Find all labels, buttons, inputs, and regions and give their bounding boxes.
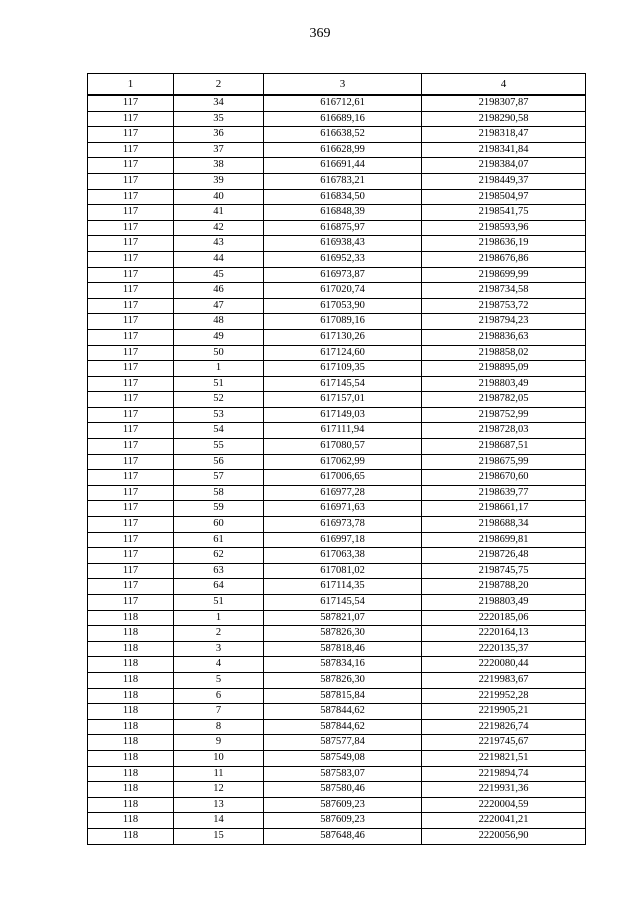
cell-section: 117 [88,283,174,299]
cell-y-coordinate: 2198675,99 [422,454,586,470]
cell-y-coordinate: 2220041,21 [422,813,586,829]
cell-point-number: 45 [174,267,264,283]
cell-point-number: 7 [174,704,264,720]
cell-point-number: 1 [174,610,264,626]
cell-y-coordinate: 2198803,49 [422,595,586,611]
cell-x-coordinate: 616848,39 [264,205,422,221]
table-row [88,376,586,392]
cell-x-coordinate: 617080,57 [264,439,422,455]
table-row [88,454,586,470]
cell-y-coordinate: 2198753,72 [422,298,586,314]
cell-y-coordinate: 2219905,21 [422,704,586,720]
cell-point-number: 8 [174,719,264,735]
table-row [88,610,586,626]
table-row [88,158,586,174]
table-row [88,111,586,127]
cell-point-number: 42 [174,220,264,236]
cell-x-coordinate: 617089,16 [264,314,422,330]
cell-x-coordinate: 617149,03 [264,407,422,423]
cell-y-coordinate: 2198639,77 [422,485,586,501]
cell-y-coordinate: 2198341,84 [422,142,586,158]
cell-x-coordinate: 617124,60 [264,345,422,361]
table-row [88,563,586,579]
table-row [88,173,586,189]
cell-point-number: 2 [174,626,264,642]
cell-point-number: 52 [174,392,264,408]
table-row [88,423,586,439]
cell-point-number: 58 [174,485,264,501]
table-row [88,142,586,158]
column-header-1: 1 [88,74,174,96]
cell-x-coordinate: 617020,74 [264,283,422,299]
coordinates-table-container [87,73,586,845]
cell-y-coordinate: 2198788,20 [422,579,586,595]
cell-y-coordinate: 2198699,81 [422,532,586,548]
cell-y-coordinate: 2198745,75 [422,563,586,579]
cell-x-coordinate: 617081,02 [264,563,422,579]
cell-y-coordinate: 2198541,75 [422,205,586,221]
cell-section: 117 [88,579,174,595]
table-row [88,532,586,548]
cell-section: 118 [88,672,174,688]
cell-section: 118 [88,766,174,782]
cell-y-coordinate: 2198687,51 [422,439,586,455]
cell-y-coordinate: 2219894,74 [422,766,586,782]
table-row [88,735,586,751]
cell-section: 117 [88,251,174,267]
cell-y-coordinate: 2198699,99 [422,267,586,283]
cell-x-coordinate: 616875,97 [264,220,422,236]
cell-y-coordinate: 2220185,06 [422,610,586,626]
cell-point-number: 34 [174,95,264,111]
table-row [88,719,586,735]
cell-x-coordinate: 617114,35 [264,579,422,595]
table-row [88,750,586,766]
table-row [88,782,586,798]
cell-point-number: 59 [174,501,264,517]
cell-x-coordinate: 616973,78 [264,517,422,533]
cell-x-coordinate: 616783,21 [264,173,422,189]
cell-point-number: 57 [174,470,264,486]
cell-section: 118 [88,735,174,751]
table-row [88,283,586,299]
cell-section: 117 [88,501,174,517]
cell-point-number: 39 [174,173,264,189]
cell-point-number: 9 [174,735,264,751]
cell-point-number: 3 [174,641,264,657]
table-row [88,517,586,533]
cell-section: 117 [88,205,174,221]
cell-section: 117 [88,595,174,611]
cell-y-coordinate: 2198318,47 [422,127,586,143]
cell-point-number: 37 [174,142,264,158]
cell-section: 118 [88,641,174,657]
cell-point-number: 5 [174,672,264,688]
cell-x-coordinate: 617063,38 [264,548,422,564]
cell-y-coordinate: 2219826,74 [422,719,586,735]
cell-x-coordinate: 587609,23 [264,813,422,829]
cell-point-number: 1 [174,361,264,377]
cell-section: 117 [88,439,174,455]
table-row [88,688,586,704]
cell-section: 117 [88,485,174,501]
cell-section: 117 [88,329,174,345]
cell-point-number: 35 [174,111,264,127]
cell-x-coordinate: 617109,35 [264,361,422,377]
cell-point-number: 64 [174,579,264,595]
cell-y-coordinate: 2219952,28 [422,688,586,704]
table-row [88,407,586,423]
table-row [88,220,586,236]
cell-x-coordinate: 617145,54 [264,595,422,611]
column-header-2: 2 [174,74,264,96]
cell-x-coordinate: 616834,50 [264,189,422,205]
table-row [88,548,586,564]
cell-x-coordinate: 617006,65 [264,470,422,486]
table-row [88,236,586,252]
cell-section: 118 [88,750,174,766]
cell-y-coordinate: 2198858,02 [422,345,586,361]
cell-point-number: 53 [174,407,264,423]
table-row [88,672,586,688]
cell-point-number: 43 [174,236,264,252]
cell-point-number: 44 [174,251,264,267]
cell-point-number: 13 [174,797,264,813]
cell-section: 118 [88,610,174,626]
cell-section: 117 [88,314,174,330]
table-header [88,74,586,96]
cell-point-number: 6 [174,688,264,704]
cell-x-coordinate: 587844,62 [264,719,422,735]
table-row [88,766,586,782]
cell-y-coordinate: 2198752,99 [422,407,586,423]
cell-y-coordinate: 2198676,86 [422,251,586,267]
table-row [88,828,586,844]
cell-x-coordinate: 616952,33 [264,251,422,267]
cell-section: 118 [88,782,174,798]
cell-section: 118 [88,657,174,673]
cell-point-number: 55 [174,439,264,455]
cell-point-number: 60 [174,517,264,533]
cell-section: 118 [88,688,174,704]
cell-point-number: 12 [174,782,264,798]
cell-x-coordinate: 616691,44 [264,158,422,174]
cell-section: 117 [88,95,174,111]
table-row [88,314,586,330]
cell-section: 117 [88,423,174,439]
table-row [88,813,586,829]
cell-y-coordinate: 2219931,36 [422,782,586,798]
cell-x-coordinate: 587648,46 [264,828,422,844]
coordinates-table [87,73,586,845]
table-row [88,298,586,314]
cell-x-coordinate: 617145,54 [264,376,422,392]
cell-y-coordinate: 2219821,51 [422,750,586,766]
cell-x-coordinate: 617062,99 [264,454,422,470]
cell-section: 117 [88,142,174,158]
cell-y-coordinate: 2198670,60 [422,470,586,486]
cell-section: 117 [88,454,174,470]
cell-section: 118 [88,719,174,735]
cell-y-coordinate: 2219983,67 [422,672,586,688]
column-header-4: 4 [422,74,586,96]
cell-section: 117 [88,127,174,143]
cell-section: 117 [88,470,174,486]
cell-point-number: 4 [174,657,264,673]
cell-x-coordinate: 617053,90 [264,298,422,314]
cell-x-coordinate: 587844,62 [264,704,422,720]
table-row [88,439,586,455]
cell-x-coordinate: 616938,43 [264,236,422,252]
cell-y-coordinate: 2220080,44 [422,657,586,673]
cell-section: 118 [88,626,174,642]
cell-point-number: 46 [174,283,264,299]
cell-y-coordinate: 2198794,23 [422,314,586,330]
table-row [88,345,586,361]
cell-x-coordinate: 616997,18 [264,532,422,548]
cell-section: 117 [88,532,174,548]
cell-point-number: 41 [174,205,264,221]
page-number: 369 [309,26,331,41]
cell-y-coordinate: 2198728,03 [422,423,586,439]
table-row [88,704,586,720]
cell-y-coordinate: 2220164,13 [422,626,586,642]
cell-x-coordinate: 616971,63 [264,501,422,517]
cell-x-coordinate: 616973,87 [264,267,422,283]
cell-x-coordinate: 587834,16 [264,657,422,673]
cell-point-number: 50 [174,345,264,361]
cell-section: 118 [88,704,174,720]
cell-x-coordinate: 616977,28 [264,485,422,501]
cell-point-number: 15 [174,828,264,844]
cell-y-coordinate: 2198782,05 [422,392,586,408]
cell-x-coordinate: 587549,08 [264,750,422,766]
cell-y-coordinate: 2198636,19 [422,236,586,252]
cell-y-coordinate: 2198803,49 [422,376,586,392]
cell-x-coordinate: 617130,26 [264,329,422,345]
cell-section: 117 [88,345,174,361]
cell-x-coordinate: 587609,23 [264,797,422,813]
cell-y-coordinate: 2198661,17 [422,501,586,517]
cell-section: 118 [88,813,174,829]
table-row [88,361,586,377]
cell-point-number: 38 [174,158,264,174]
cell-y-coordinate: 2198836,63 [422,329,586,345]
cell-point-number: 49 [174,329,264,345]
table-row [88,127,586,143]
cell-y-coordinate: 2220056,90 [422,828,586,844]
cell-point-number: 51 [174,376,264,392]
cell-x-coordinate: 587580,46 [264,782,422,798]
cell-y-coordinate: 2220004,59 [422,797,586,813]
table-row [88,657,586,673]
table-row [88,205,586,221]
table-row [88,95,586,111]
cell-x-coordinate: 617157,01 [264,392,422,408]
cell-section: 117 [88,158,174,174]
table-row [88,626,586,642]
cell-point-number: 36 [174,127,264,143]
cell-y-coordinate: 2198307,87 [422,95,586,111]
cell-section: 117 [88,111,174,127]
table-row [88,595,586,611]
cell-y-coordinate: 2220135,37 [422,641,586,657]
cell-x-coordinate: 616638,52 [264,127,422,143]
cell-x-coordinate: 616712,61 [264,95,422,111]
cell-x-coordinate: 587583,07 [264,766,422,782]
table-row [88,251,586,267]
cell-y-coordinate: 2198504,97 [422,189,586,205]
cell-y-coordinate: 2219745,67 [422,735,586,751]
cell-section: 117 [88,173,174,189]
cell-section: 117 [88,298,174,314]
table-body [88,95,586,844]
header-row [88,74,586,96]
cell-section: 117 [88,267,174,283]
cell-section: 117 [88,563,174,579]
cell-section: 117 [88,407,174,423]
cell-point-number: 47 [174,298,264,314]
cell-point-number: 51 [174,595,264,611]
table-row [88,485,586,501]
cell-x-coordinate: 616628,99 [264,142,422,158]
cell-point-number: 10 [174,750,264,766]
cell-point-number: 61 [174,532,264,548]
column-header-3: 3 [264,74,422,96]
cell-section: 117 [88,548,174,564]
cell-y-coordinate: 2198384,07 [422,158,586,174]
cell-point-number: 14 [174,813,264,829]
cell-x-coordinate: 587815,84 [264,688,422,704]
table-row [88,641,586,657]
cell-section: 117 [88,220,174,236]
cell-point-number: 11 [174,766,264,782]
cell-section: 117 [88,376,174,392]
cell-x-coordinate: 587826,30 [264,626,422,642]
table-row [88,797,586,813]
table-row [88,189,586,205]
cell-y-coordinate: 2198688,34 [422,517,586,533]
table-row [88,392,586,408]
cell-x-coordinate: 587821,07 [264,610,422,626]
table-row [88,470,586,486]
table-row [88,329,586,345]
cell-section: 117 [88,392,174,408]
cell-y-coordinate: 2198593,96 [422,220,586,236]
cell-x-coordinate: 616689,16 [264,111,422,127]
cell-x-coordinate: 587577,84 [264,735,422,751]
cell-y-coordinate: 2198449,37 [422,173,586,189]
cell-y-coordinate: 2198726,48 [422,548,586,564]
cell-x-coordinate: 587826,30 [264,672,422,688]
cell-point-number: 54 [174,423,264,439]
cell-y-coordinate: 2198290,58 [422,111,586,127]
cell-x-coordinate: 587818,46 [264,641,422,657]
cell-section: 117 [88,517,174,533]
cell-section: 118 [88,797,174,813]
cell-section: 117 [88,236,174,252]
cell-y-coordinate: 2198734,58 [422,283,586,299]
table-row [88,579,586,595]
cell-point-number: 62 [174,548,264,564]
table-row [88,267,586,283]
cell-section: 117 [88,361,174,377]
table-row [88,501,586,517]
cell-point-number: 48 [174,314,264,330]
cell-point-number: 40 [174,189,264,205]
cell-x-coordinate: 617111,94 [264,423,422,439]
cell-section: 118 [88,828,174,844]
cell-point-number: 63 [174,563,264,579]
cell-y-coordinate: 2198895,09 [422,361,586,377]
cell-section: 117 [88,189,174,205]
cell-point-number: 56 [174,454,264,470]
